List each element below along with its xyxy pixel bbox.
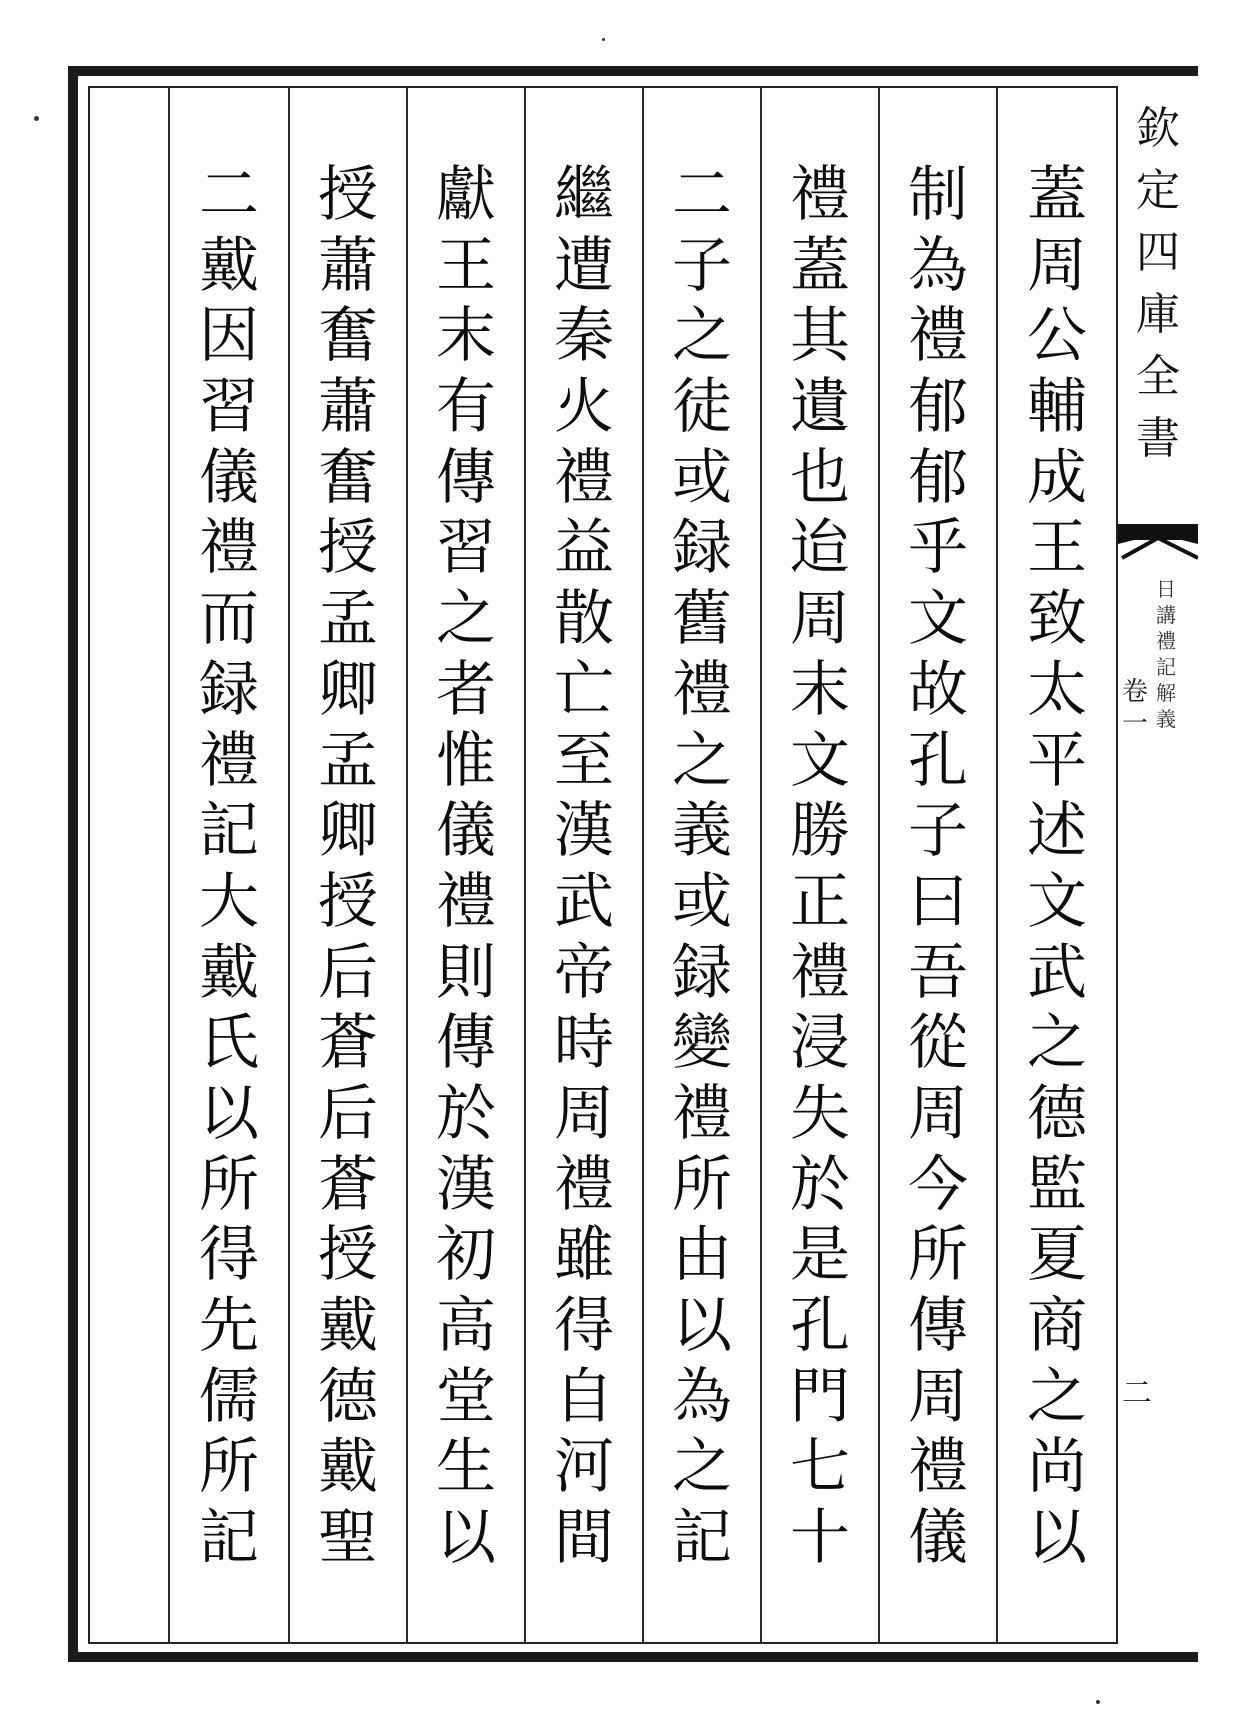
banxin-character: 書 [1136,413,1180,464]
fish-tail-mark [1118,524,1198,560]
character: 孟 [318,584,378,655]
character: 得 [554,1291,614,1361]
character: 蓋 [1027,160,1087,230]
character: 監 [1027,1149,1087,1220]
character: 漢 [436,1149,496,1220]
character: 之 [436,584,496,655]
character: 蕭 [318,372,378,443]
text-column-divider [90,88,170,1642]
character: 夏 [1027,1220,1087,1291]
character: 尚 [1027,1432,1087,1503]
character: 周 [790,584,850,655]
character: 則 [436,937,496,1008]
character: 太 [1027,654,1087,725]
character: 述 [1027,796,1087,867]
leaf-number [1122,1376,1152,1412]
banxin-strip [1116,86,1198,1644]
character: 吾 [908,937,968,1008]
banxin-character: 禮 [1156,629,1176,653]
character: 授 [318,160,378,230]
character: 之 [672,725,732,796]
character: 所 [672,1149,732,1220]
text-column-2 [878,88,996,1642]
character: 禮 [672,654,732,725]
character: 繼 [554,160,614,230]
character: 遭 [554,230,614,301]
text-column-6 [406,88,524,1642]
character: 蓋 [790,230,850,301]
character: 間 [554,1503,614,1574]
character: 今 [908,1149,968,1220]
character: 末 [436,301,496,372]
character: 所 [908,1220,968,1291]
character: 而 [199,584,259,655]
character: 禮 [790,160,850,230]
character: 時 [554,1008,614,1079]
character: 卿 [318,796,378,867]
character: 禮 [908,1432,968,1503]
character: 益 [554,513,614,584]
character: 高 [436,1291,496,1361]
character: 禮 [199,513,259,584]
character: 之 [672,1432,732,1503]
text-column-8 [170,88,288,1642]
character: 授 [318,1220,378,1291]
character: 是 [790,1220,850,1291]
character: 二 [672,160,732,230]
character: 生 [436,1432,496,1503]
character: 七 [790,1432,850,1503]
character: 以 [1027,1503,1087,1574]
character: 禮 [436,866,496,937]
character: 十 [790,1503,850,1574]
character: 公 [1027,301,1087,372]
character: 蕭 [318,230,378,301]
character: 曰 [908,866,968,937]
character: 勝 [790,796,850,867]
character: 先 [199,1291,259,1361]
character: 記 [199,1503,259,1574]
character: 正 [790,866,850,937]
text-column-4 [642,88,760,1642]
character: 德 [1027,1078,1087,1149]
text-column-7 [288,88,406,1642]
character: 奮 [318,442,378,513]
character: 儀 [908,1503,968,1574]
character: 秦 [554,301,614,372]
character: 為 [908,230,968,301]
character: 子 [672,230,732,301]
character: 禮 [554,1149,614,1220]
character: 習 [436,513,496,584]
text-column-1 [996,88,1116,1642]
character: 王 [436,230,496,301]
character: 惟 [436,725,496,796]
character: 舊 [672,584,732,655]
volume-label [1122,676,1148,740]
banxin-character: 欽 [1136,103,1180,154]
character: 堂 [436,1361,496,1432]
character: 輔 [1027,372,1087,443]
character: 文 [908,584,968,655]
character: 變 [672,1008,732,1079]
character: 記 [672,1503,732,1574]
character: 平 [1027,725,1087,796]
character: 帝 [554,937,614,1008]
character: 成 [1027,442,1087,513]
character: 卿 [318,654,378,725]
character: 文 [790,725,850,796]
character: 於 [790,1149,850,1220]
character: 録 [199,654,259,725]
character: 后 [318,1078,378,1149]
character: 之 [1027,1361,1087,1432]
character: 獻 [436,160,496,230]
character: 雖 [554,1220,614,1291]
banxin-character: 四 [1136,227,1180,278]
character: 授 [318,866,378,937]
character: 禮 [554,442,614,513]
character: 儀 [436,796,496,867]
character: 散 [554,584,614,655]
character: 武 [1027,937,1087,1008]
character: 武 [554,866,614,937]
character: 以 [436,1503,496,1574]
character: 有 [436,372,496,443]
character: 浸 [790,1008,850,1079]
character: 二 [199,160,259,230]
character: 初 [436,1220,496,1291]
character: 傳 [436,442,496,513]
character: 火 [554,372,614,443]
character: 徒 [672,372,732,443]
ink-speck [34,116,39,121]
character: 之 [672,301,732,372]
character: 於 [436,1078,496,1149]
character: 義 [672,796,732,867]
character: 所 [199,1149,259,1220]
character: 郁 [908,372,968,443]
character: 以 [672,1291,732,1361]
character: 遺 [790,372,850,443]
character: 德 [318,1361,378,1432]
character: 戴 [199,937,259,1008]
banxin-character: 義 [1156,707,1176,731]
character: 其 [790,301,850,372]
character: 周 [1027,230,1087,301]
character: 周 [554,1078,614,1149]
character: 或 [672,442,732,513]
character: 以 [199,1078,259,1149]
character: 大 [199,866,259,937]
character: 習 [199,372,259,443]
character: 孟 [318,725,378,796]
character: 漢 [554,796,614,867]
banxin-character: 定 [1136,165,1180,216]
character: 子 [908,796,968,867]
text-column-3 [760,88,878,1642]
character: 故 [908,654,968,725]
character: 后 [318,937,378,1008]
character: 周 [908,1361,968,1432]
character: 蒼 [318,1149,378,1220]
character: 孔 [908,725,968,796]
character: 録 [672,513,732,584]
book-title [1118,98,1198,470]
character: 之 [1027,1008,1087,1079]
character: 至 [554,725,614,796]
character: 由 [672,1220,732,1291]
ink-speck [1096,1700,1100,1704]
banxin-character: 解 [1156,681,1176,705]
character: 得 [199,1220,259,1291]
character: 商 [1027,1291,1087,1361]
banxin-character: 二 [1122,1376,1152,1411]
character: 因 [199,301,259,372]
character: 奮 [318,301,378,372]
character: 乎 [908,513,968,584]
banxin-character: 一 [1122,709,1149,739]
character: 自 [554,1361,614,1432]
character: 者 [436,654,496,725]
banxin-character: 卷 [1122,677,1149,707]
character: 儀 [199,442,259,513]
banxin-character: 全 [1136,351,1180,402]
character: 戴 [318,1291,378,1361]
character: 門 [790,1361,850,1432]
character: 戴 [318,1432,378,1503]
character: 録 [672,937,732,1008]
character: 郁 [908,442,968,513]
character: 禮 [199,725,259,796]
character: 傳 [908,1291,968,1361]
banxin-character: 記 [1156,655,1176,679]
character: 從 [908,1008,968,1079]
character: 所 [199,1432,259,1503]
character: 孔 [790,1291,850,1361]
character: 也 [790,442,850,513]
character: 禮 [790,937,850,1008]
banxin-character: 日 [1156,577,1176,601]
character: 禮 [908,301,968,372]
character: 迨 [790,513,850,584]
character: 蒼 [318,1008,378,1079]
character: 末 [790,654,850,725]
character: 文 [1027,866,1087,937]
character: 禮 [672,1078,732,1149]
character: 王 [1027,513,1087,584]
character: 周 [908,1078,968,1149]
character: 記 [199,796,259,867]
character: 聖 [318,1503,378,1574]
character: 失 [790,1078,850,1149]
ink-speck [602,38,605,41]
character: 河 [554,1432,614,1503]
character: 氏 [199,1008,259,1079]
character: 亡 [554,654,614,725]
character: 儒 [199,1361,259,1432]
character: 授 [318,513,378,584]
character: 戴 [199,230,259,301]
character: 傳 [436,1008,496,1079]
character: 制 [908,160,968,230]
text-column-5 [524,88,642,1642]
character: 或 [672,866,732,937]
character: 為 [672,1361,732,1432]
banxin-character: 講 [1156,603,1176,627]
character: 致 [1027,584,1087,655]
banxin-character: 庫 [1136,289,1180,340]
